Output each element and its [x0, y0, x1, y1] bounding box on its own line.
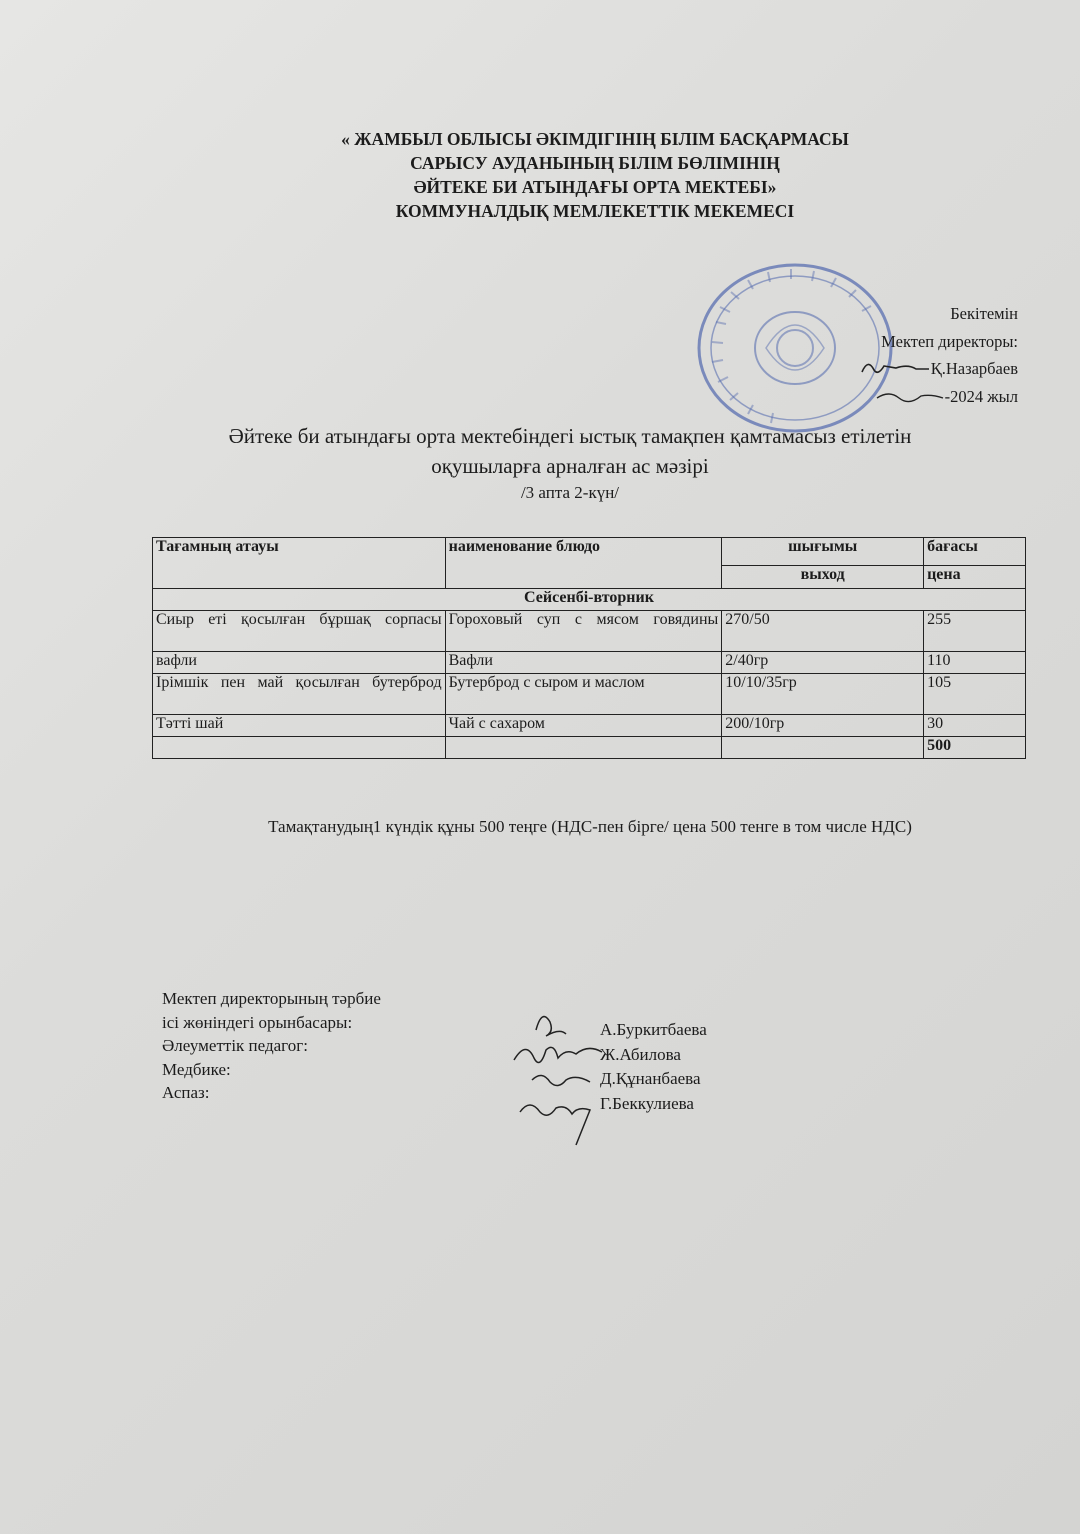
total-row	[153, 737, 1026, 759]
dish-price: 110	[924, 652, 1026, 674]
org-header	[200, 127, 990, 223]
header-line-4: КОММУНАЛДЫҚ МЕМЛЕКЕТТІК МЕКЕМЕСІ	[395, 201, 795, 221]
dish-kz: Тәтті шай	[153, 715, 446, 737]
dish-yield: 10/10/35гр	[722, 674, 924, 715]
name-cook: Г.Беккулиева	[600, 1093, 694, 1113]
table-row	[153, 674, 1026, 715]
approval-date-line	[856, 383, 1018, 411]
dish-yield: 200/10гр	[722, 715, 924, 737]
role-nurse: Медбике:	[162, 1059, 231, 1079]
dish-kz: вафли	[153, 652, 446, 674]
header-name-ru: наименование блюдо	[445, 538, 722, 589]
title-week-day: /3 апта 2-күн/	[520, 483, 620, 502]
menu-table	[152, 537, 1026, 759]
dish-price: 105	[924, 674, 1026, 715]
dish-yield: 2/40гр	[722, 652, 924, 674]
date-signature	[875, 386, 945, 406]
total-empty-3	[722, 737, 924, 759]
dish-price: 30	[924, 715, 1026, 737]
dish-yield: 270/50	[722, 611, 924, 652]
role-deputy-line-2: ісі жөніндегі орынбасары:	[162, 1012, 353, 1032]
dish-price: 255	[924, 611, 1026, 652]
total-price: 500	[924, 737, 1026, 759]
role-social-pedagogue: Әлеуметтік педагог:	[162, 1036, 308, 1055]
title-line-2: оқушыларға арналған ас мәзірі	[431, 454, 709, 478]
day-row	[153, 589, 1026, 611]
director-signature	[856, 356, 931, 378]
dish-ru: Бутерброд с сыром и маслом	[445, 674, 722, 715]
dish-kz: Сиыр еті қосылған бұршақ сорпасы	[153, 611, 446, 652]
role-deputy-line-1: Мектеп директорының тәрбие	[162, 989, 381, 1008]
dish-ru: Вафли	[445, 652, 722, 674]
approval-date: -2024 жыл	[944, 386, 1018, 406]
approval-name-line	[856, 355, 1018, 383]
staff-names	[600, 1018, 707, 1116]
total-empty-1	[153, 737, 446, 759]
table-row	[153, 611, 1026, 652]
day-label: Сейсенбі-вторник	[153, 589, 1026, 611]
header-yield-ru: выход	[722, 565, 924, 588]
title-line-1: Әйтеке би атындағы орта мектебіндегі ыстық тамақпен қамтамасыз етілетін	[228, 424, 912, 448]
header-name-kz: Тағамның атауы	[153, 538, 446, 589]
header-line-2: САРЫСУ АУДАНЫНЫҢ БІЛІМ БӨЛІМІНІҢ	[410, 153, 780, 173]
staff-roles	[162, 987, 381, 1105]
header-price-ru: цена	[924, 565, 1026, 588]
daily-cost-note: Тамақтанудың1 күндік құны 500 теңге (НДС-пен бірге/ цена 500 тенге в том числе НДС)	[268, 817, 912, 836]
menu-title	[140, 421, 1000, 505]
name-social-pedagogue: Ж.Абилова	[600, 1044, 681, 1064]
dish-ru: Гороховый суп с мясом говядины	[445, 611, 722, 652]
table-row	[153, 652, 1026, 674]
header-line-3: ӘЙТЕКЕ БИ АТЫНДАҒЫ ОРТА МЕКТЕБІ»	[413, 177, 777, 197]
name-deputy: А.Буркитбаева	[600, 1020, 707, 1039]
dish-kz: Ірімшік пен май қосылған бутерброд	[153, 674, 446, 715]
header-line-1: « ЖАМБЫЛ ОБЛЫСЫ ӘКІМДІГІНІҢ БІЛІМ БАСҚАРМАСЫ	[341, 129, 849, 149]
director-name: Қ.Назарбаев	[930, 359, 1018, 378]
name-nurse: Д.Құнанбаева	[600, 1069, 701, 1088]
dish-ru: Чай с сахаром	[445, 715, 722, 737]
approval-label: Бекітемін	[950, 304, 1018, 323]
total-empty-2	[445, 737, 722, 759]
table-header-row	[153, 538, 1026, 566]
approval-block	[856, 300, 1018, 410]
header-yield-kz: шығымы	[722, 538, 924, 566]
approval-position: Мектеп директоры:	[881, 331, 1018, 351]
table-row	[153, 715, 1026, 737]
role-cook: Аспаз:	[162, 1083, 210, 1102]
header-price-kz: бағасы	[924, 538, 1026, 566]
